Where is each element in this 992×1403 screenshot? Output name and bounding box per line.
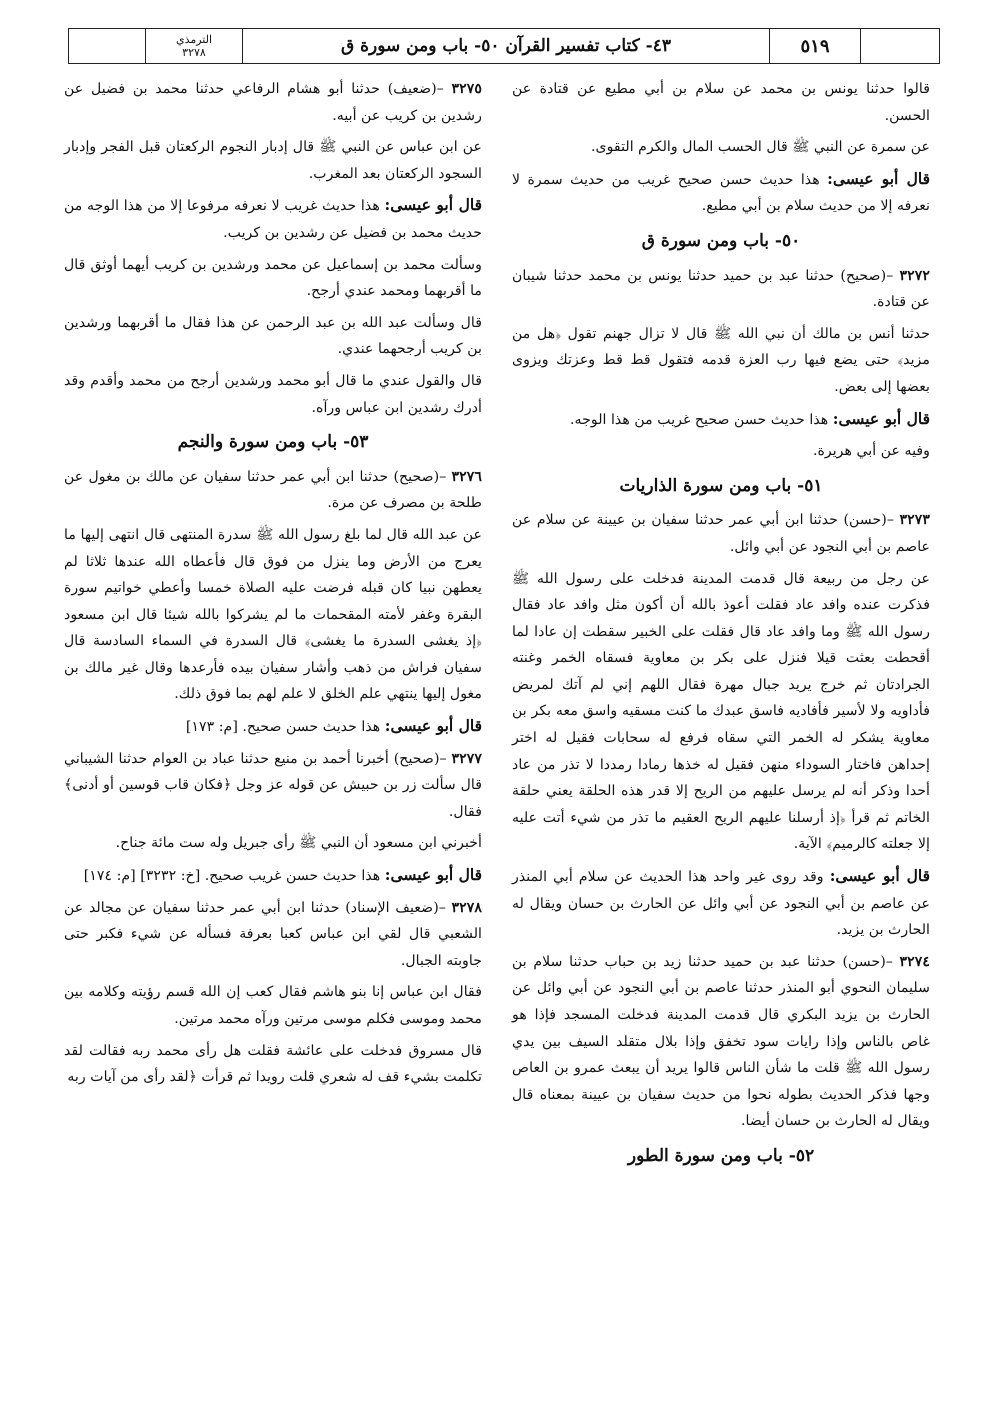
- hadith-paragraph: ٣٢٧٦ –(صحيح) حدثنا ابن أبي عمر حدثنا سفيان عن مالك بن مغول عن طلحة بن مصرف عن مرة.: [64, 468, 482, 512]
- hadith-number: ٣٢٧٥: [451, 81, 482, 97]
- text-paragraph: [64, 979, 482, 1032]
- paragraph-text: وفيه عن أبي هريرة.: [812, 443, 930, 460]
- header-empty-cell: [861, 29, 939, 63]
- commentary-lead: قال أبو عيسى:: [832, 408, 930, 428]
- hadith-grade: (ضعيف): [387, 81, 437, 97]
- chapter-heading: ٥٠- باب ومن سورة ق: [641, 230, 801, 251]
- paragraph-text: قال مسروق فدخلت على عائشة فقلت هل رأى محمد ربه فقالت لقد تكلمت بشيء قف له شعري قلت رويدا ثم قرأت ﴿لقد رأى من آيات ربه: [64, 1042, 482, 1086]
- page-number: ٥١٩: [770, 29, 861, 63]
- text-paragraph: [64, 310, 482, 363]
- chapter-heading: ٥١- باب ومن سورة الذاريات: [619, 475, 823, 496]
- paragraph-text: قالوا حدثنا يونس بن محمد عن سلام بن أبي مطيع عن قتادة عن الحسن.: [512, 81, 930, 124]
- hadith-paragraph: ٣٢٧٧ –(صحيح) أخبرنا أحمد بن منيع حدثنا عباد بن العوام حدثنا الشيباني قال سألت زر بن حبيش عن قوله عز وجل ﴿فكان قاب قوسين أو أدنى﴾ فقال.: [64, 750, 483, 820]
- hadith-text: حدثنا عبد بن حميد حدثنا يونس بن محمد حدثنا شيبان عن قتادة.: [512, 267, 930, 311]
- paragraph-text: فقال ابن عباس إنا بنو هاشم فقال كعب إن الله قسم رؤيته وكلامه بين محمد وموسى فكلم موسى مرتين ورآه محمد مرتين.: [64, 984, 482, 1027]
- text-paragraph: [64, 830, 482, 857]
- hadith-grade: (صحيح): [840, 267, 887, 284]
- paragraph-text: قال والقول عندي ما قال أبو محمد ورشدين أرجح من محمد وأقدم وقد أدرك رشدين ابن عباس ورآه.: [64, 372, 482, 416]
- hadith-paragraph: ٣٢٧٥ –(ضعيف) حدثنا أبو هشام الرفاعي حدثنا محمد بن فضيل عن رشدين بن كريب عن أبيه.: [64, 81, 482, 124]
- hadith-number: ٣٢٧٨: [451, 899, 483, 916]
- commentary-lead: قال أبو عيسى:: [384, 195, 482, 215]
- hadith-number: ٣٢٧٦: [451, 468, 482, 485]
- commentary-text: هذا حديث حسن غريب صحيح. [خ: ٣٢٣٢] [م: ١٧٤]: [83, 868, 385, 885]
- header-ref-number: ٣٢٧٨: [182, 46, 206, 59]
- hadith-number: ٣٢٧٤: [899, 953, 931, 970]
- text-paragraph: [512, 438, 930, 465]
- paragraph-text: عن رجل من ربيعة قال قدمت المدينة فدخلت على رسول الله ﷺ فذكرت عنده وافد عاد فقلت أعوذ بالله أن أكون مثل وافد عاد فقال رسول الله ﷺ وما وافد عاد قال فقلت على الخبير سقطت إن عادا لما أقحطت بعثت قيلا فنزل على بكر بن معاوية فسقاه الخمر وغنته الجرادتان ثم خرج يريد جبال مهرة فقال اللهم إني لم آتك لمريض فأداويه ولا لأسير فأفاديه فاسق عبدك ما كنت مسقيه واسق معه بكر بن معاوية يشكر له الخمر التي سقاه فرفع له سحابات فقيل له اختر إحداهن فاختار السوداء منهن فقيل له خذها رمادا رمددا لا تذر من عاد أحدا وذكر أنه لم يرسل عليهم من الريح إلا قدر هذه الحلقة يعني حلقة الخاتم ثم قرأ ﴿إذ أرسلنا عليهم الريح العقيم ما تذر من شيء أتت عليه إلا جعلته كالرميم﴾ الآية.: [512, 570, 930, 853]
- hadith-paragraph: ٣٢٧٤ –(حسن) حدثنا عبد بن حميد حدثنا زيد بن حباب حدثنا سلام بن سليمان النحوي أبو المنذر حدثنا عاصم بن أبي النجود عن أبي وائل عن الحارث بن يزيد البكري قال قدمت المدينة فدخلت المسجد فإذا هو غاص بالناس وإذا رايات سود تخفق وإذا بلال متقلد السيف بين يدي رسول الله ﷺ قلت ما شأن الناس قالوا يريد أن يبعث عمرو بن العاص وجها فذكر الحديث بطوله نحوا من حديث سفيان بن عيينة بمعناه قال ويقال له الحارث بن حسان أيضا.: [512, 953, 931, 1130]
- commentary-lead: قال أبو عيسى:: [827, 168, 930, 188]
- commentary-text: هذا حديث حسن صحيح. [م: ١٧٣]: [185, 719, 385, 736]
- commentary-paragraph: [512, 406, 930, 434]
- paragraph-text: وسألت محمد بن إسماعيل عن محمد ورشدين بن كريب أيهما أوثق قال ما أقربهما ومحمد عندي أرجح.: [64, 256, 482, 300]
- paragraph-text: قال وسألت عبد الله بن عبد الرحمن عن هذا فقال ما أقربهما ورشدين بن كريب أرجحهما عندي.: [64, 314, 482, 358]
- chapter-heading: ٥٢- باب ومن سورة الطور: [627, 1145, 815, 1166]
- hadith-text: أخبرنا أحمد بن منيع حدثنا عباد بن العوام حدثنا الشيباني قال سألت زر بن حبيش عن قوله عز وجل ﴿فكان قاب قوسين أو أدنى﴾ فقال.: [64, 750, 482, 820]
- commentary-paragraph: [64, 713, 482, 741]
- commentary-lead: قال أبو عيسى:: [829, 866, 930, 886]
- text-paragraph: [64, 368, 482, 421]
- header-ref-label: الترمذي: [175, 33, 213, 46]
- hadith-text: حدثنا ابن أبي عمر حدثنا سفيان عن مجالد عن الشعبي قال لقي ابن عباس كعبا بعرفة فسأله عن شيء فكبر حتى جاوبته الجبال.: [64, 899, 482, 969]
- hadith-grade: (حسن): [842, 953, 886, 970]
- text-paragraph: [64, 134, 482, 187]
- header-title: ٤٣- كتاب تفسير القرآن ٥٠- باب ومن سورة ق: [243, 29, 770, 63]
- header-reference-cell: [146, 29, 243, 63]
- hadith-paragraph: ٣٢٧٣ –(حسن) حدثنا ابن أبي عمر حدثنا سفيان بن عيينة عن سلام عن عاصم بن أبي النجود عن أبي وائل.: [512, 512, 930, 555]
- header-empty-cell: [69, 29, 146, 63]
- paragraph-text: عن سمرة عن النبي ﷺ قال الحسب المال والكرم التقوى.: [590, 139, 930, 156]
- hadith-number: ٣٢٧٢: [899, 267, 930, 284]
- hadith-number: ٣٢٧٧: [451, 750, 483, 767]
- text-paragraph: [512, 321, 930, 401]
- commentary-text: هذا حديث حسن صحيح غريب من حديث سمرة لا نعرفه إلا من حديث سلام بن أبي مطيع.: [512, 171, 930, 215]
- hadith-text: حدثنا ابن أبي عمر حدثنا سفيان بن عيينة عن سلام عن عاصم بن أبي النجود عن أبي وائل.: [512, 512, 930, 555]
- right-text-column: [512, 76, 930, 1178]
- commentary-paragraph: [512, 166, 930, 220]
- text-paragraph: [512, 566, 930, 859]
- paragraph-text: حدثنا أنس بن مالك أن نبي الله ﷺ قال لا تزال جهنم تقول ﴿هل من مزيد﴾ حتى يضع فيها رب العزة قدمه فتقول قط قط وعزتك ويزوى بعضها إلى بعض.: [512, 325, 930, 395]
- commentary-text: هذا حديث حسن صحيح غريب من هذا الوجه.: [569, 411, 833, 428]
- text-paragraph: [512, 134, 930, 161]
- commentary-paragraph: [64, 862, 482, 890]
- hadith-grade: (صحيح): [393, 750, 440, 767]
- page-header: [68, 28, 940, 64]
- commentary-text: وقد روى غير واحد هذا الحديث عن سلام أبي المنذر عن عاصم بن أبي النجود عن أبي وائل عن الحارث بن حسان ويقال له الحارث بن يزيد.: [512, 869, 930, 939]
- hadith-text: حدثنا أبو هشام الرفاعي حدثنا محمد بن فضيل عن رشدين بن كريب عن أبيه.: [64, 81, 482, 124]
- hadith-paragraph: ٣٢٧٨ –(ضعيف الإسناد) حدثنا ابن أبي عمر حدثنا سفيان عن مجالد عن الشعبي قال لقي ابن عباس كعبا بعرفة فسأله عن شيء فكبر حتى جاوبته الجبال.: [64, 899, 483, 969]
- commentary-paragraph: [512, 863, 930, 944]
- hadith-paragraph: ٣٢٧٢ –(صحيح) حدثنا عبد بن حميد حدثنا يونس بن محمد حدثنا شيبان عن قتادة.: [512, 267, 930, 311]
- commentary-text: هذا حديث غريب لا نعرفه مرفوعا إلا من هذا الوجه من حديث محمد بن فضيل عن رشدين بن كريب.: [64, 198, 482, 241]
- chapter-heading: ٥٣- باب ومن سورة والنجم: [177, 432, 369, 453]
- paragraph-text: عن عبد الله قال لما بلغ رسول الله ﷺ سدرة المنتهى قال انتهى إليها ما يعرج من الأرض وما ينزل من فوق قال فأعطاه الله عندها ثلاثا لم يعطهن نبيا كان قبله فرضت عليه الصلاة خمسا وأعطي خواتيم سورة البقرة وغفر لأمته المقحمات ما لم يشركوا بالله شيئا قال ابن مسعود ﴿إذ يغشى السدرة ما يغشى﴾ قال السدرة في السماء السادسة قال سفيان فراش من ذهب وأشار سفيان بيده فأرعدها وقال غير مالك بن مغول إليها ينتهي علم الخلق لا علم لهم بما فوق ذلك.: [64, 526, 482, 703]
- text-paragraph: [64, 252, 482, 305]
- commentary-lead: قال أبو عيسى:: [384, 716, 482, 736]
- text-paragraph: [64, 1038, 482, 1091]
- text-paragraph: [512, 76, 930, 129]
- hadith-text: حدثنا عبد بن حميد حدثنا زيد بن حباب حدثنا سلام بن سليمان النحوي أبو المنذر حدثنا عاصم بن أبي النجود عن أبي وائل عن الحارث بن يزيد البكري قال قدمت المدينة فدخلت المسجد فإذا هو غاص بالناس وإذا رايات سود تخفق وإذا بلال متقلد السيف بين يدي رسول الله ﷺ قلت ما شأن الناس قالوا يريد أن يبعث عمرو بن العاص وجها فذكر الحديث بطوله نحوا من حديث سفيان بن عيينة بمعناه قال ويقال له الحارث بن حسان أيضا.: [512, 953, 930, 1130]
- paragraph-text: أخبرني ابن مسعود أن النبي ﷺ رأى جبريل وله ست مائة جناح.: [115, 835, 482, 852]
- commentary-lead: قال أبو عيسى:: [384, 865, 482, 885]
- hadith-grade: (صحيح): [393, 468, 440, 485]
- left-text-column: [64, 76, 482, 1096]
- hadith-grade: (ضعيف الإسناد): [345, 899, 439, 916]
- text-paragraph: [64, 522, 482, 708]
- paragraph-text: عن ابن عباس عن النبي ﷺ قال إدبار النجوم الركعتان قبل الفجر وإدبار السجود الركعتان بعد المغرب.: [64, 139, 482, 182]
- commentary-paragraph: [64, 192, 482, 246]
- hadith-grade: (حسن): [843, 512, 887, 529]
- hadith-number: ٣٢٧٣: [899, 512, 930, 529]
- hadith-text: حدثنا ابن أبي عمر حدثنا سفيان عن مالك بن مغول عن طلحة بن مصرف عن مرة.: [64, 468, 482, 512]
